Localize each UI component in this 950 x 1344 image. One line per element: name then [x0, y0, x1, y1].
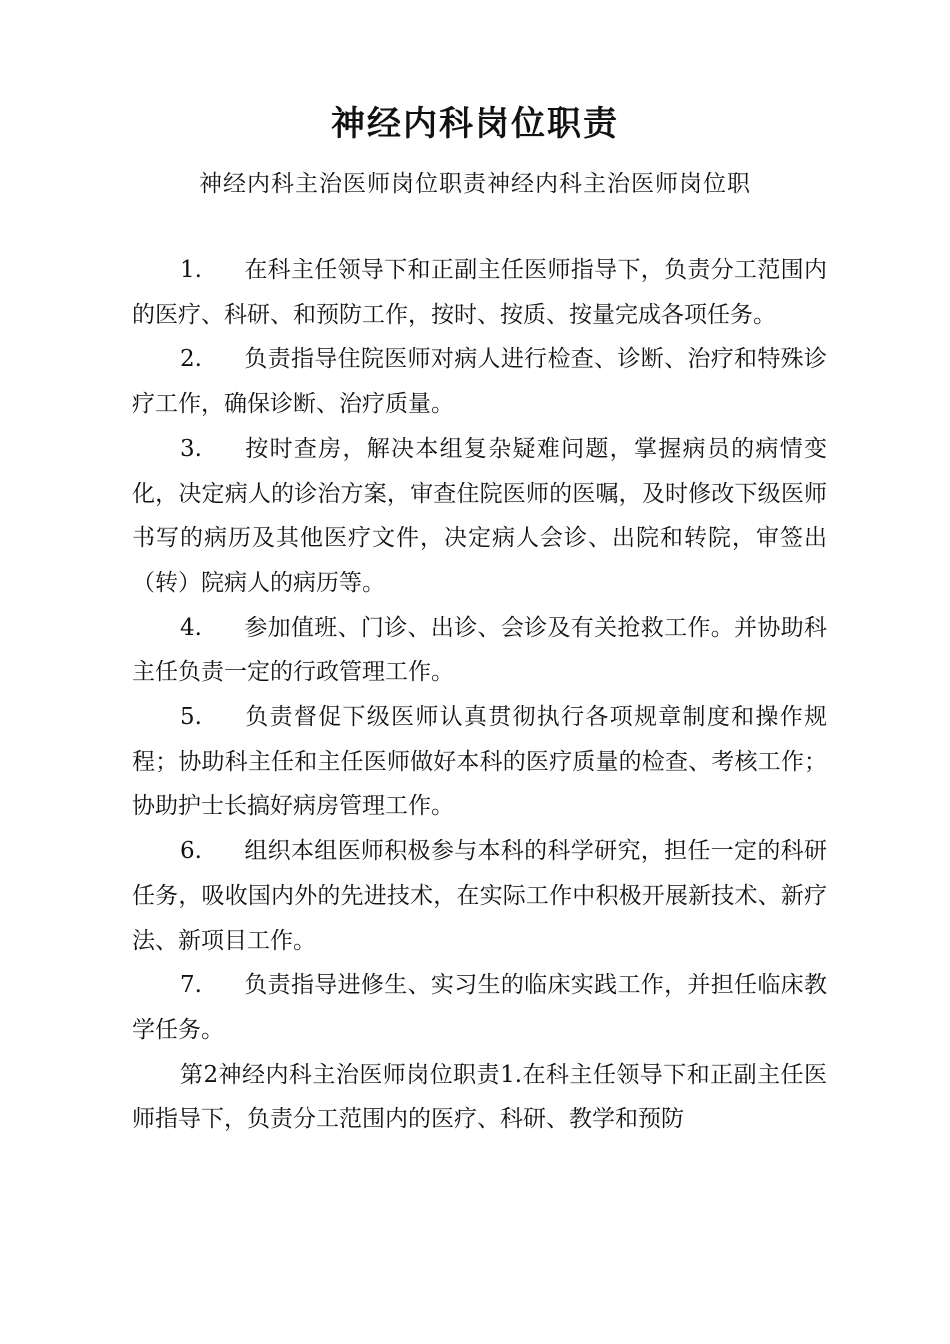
- document-body: [132, 248, 827, 1142]
- item-text: 负责督促下级医师认真贯彻执行各项规章制度和操作规程；协助科主任和主任医师做好本科的医疗质量的检查、考核工作；协助护士长搞好病房管理工作。: [132, 704, 827, 820]
- item-number: 3.: [180, 435, 202, 462]
- item-text: 按时查房，解决本组复杂疑难问题，掌握病员的病情变化，决定病人的诊治方案，审查住院医师的医嘱，及时修改下级医师书写的病历及其他医疗文件，决定病人会诊、出院和转院，审签出（转）院病人的病历等。: [132, 435, 827, 596]
- document-subtitle: 神经内科主治医师岗位职责神经内科主治医师岗位职: [199, 171, 751, 197]
- item-text: 参加值班、门诊、出诊、会诊及有关抢救工作。并协助科主任负责一定的行政管理工作。: [132, 614, 827, 686]
- list-item: [132, 829, 827, 963]
- document-title: 神经内科岗位职责: [331, 104, 619, 144]
- item-number: 4.: [180, 614, 202, 641]
- item-number: 6.: [180, 838, 202, 865]
- list-item: [132, 963, 827, 1052]
- item-number: 5.: [180, 704, 202, 731]
- item-number: 7.: [180, 972, 202, 999]
- item-text: 负责指导住院医师对病人进行检查、诊断、治疗和特殊诊疗工作，确保诊断、治疗质量。: [132, 346, 827, 418]
- list-item: [132, 695, 827, 829]
- closing-paragraph: 第2神经内科主治医师岗位职责1.在科主任领导下和正副主任医师指导下，负责分工范围内的医疗、科研、教学和预防: [132, 1061, 827, 1133]
- item-text: 负责指导进修生、实习生的临床实践工作，并担任临床教学任务。: [132, 972, 827, 1043]
- list-item: [132, 248, 827, 337]
- item-text: 在科主任领导下和正副主任医师指导下，负责分工范围内的医疗、科研、和预防工作，按时、按质、按量完成各项任务。: [132, 257, 827, 328]
- list-item: [132, 337, 827, 426]
- list-item: [132, 606, 827, 695]
- item-number: 2.: [180, 346, 202, 373]
- item-number: 1.: [180, 257, 202, 283]
- item-text: 组织本组医师积极参与本科的科学研究，担任一定的科研任务，吸收国内外的先进技术，在实际工作中积极开展新技术、新疗法、新项目工作。: [132, 838, 827, 954]
- list-item: [132, 427, 827, 606]
